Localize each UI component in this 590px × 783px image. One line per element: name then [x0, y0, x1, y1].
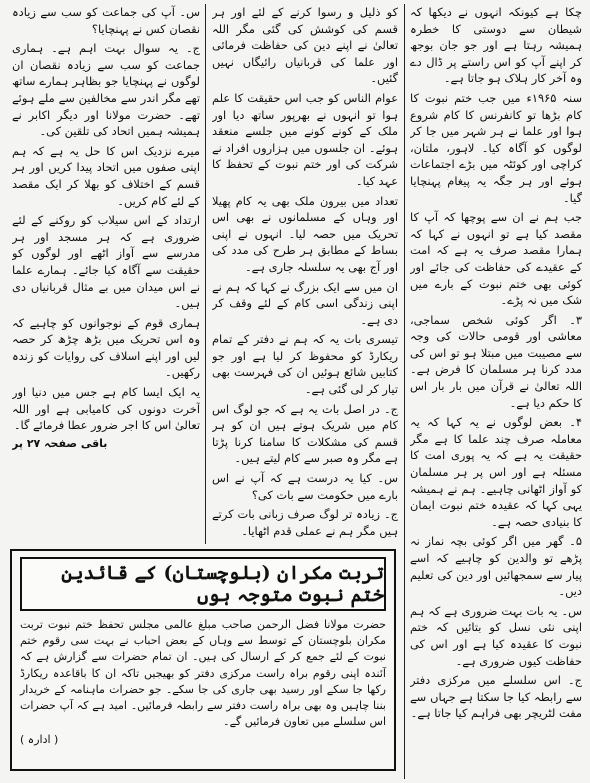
paragraph: ج۔ اس سلسلے میں مرکزی دفتر سے رابطہ کیا جا سکتا ہے جہاں سے مفت لٹریچر بھی فراہم کیا جاتا ہے۔ [410, 673, 582, 721]
paragraph: جب ہم نے ان سے پوچھا کہ آپ کا مقصد کیا ہے تو انہوں نے کہا کہ ہمارا مقصد صرف یہ ہے کہ امت کے عقیدے کی حفاظت کی جائے اور کوئی بھی ختم نبوت کے بارے میں شک میں نہ پڑے۔ [410, 210, 582, 308]
paragraph: س۔ آپ کی جماعت کو سب سے زیادہ نقصان کس نے پہنچایا؟ [12, 5, 200, 36]
notice-signature: ( ادارہ ) [20, 733, 59, 747]
paragraph: ۵۔ گھر میں اگر کوئی بچہ نماز نہ پڑھے تو والدین کو چاہیے کہ اسے پیار سے سمجھائیں اور دین کی تعلیم دیں۔ [410, 534, 582, 599]
paragraph: ج۔ در اصل بات یہ ہے کہ جو لوگ اس کام میں شریک ہوتے ہیں ان کو ہر قسم کی مشکلات کا سامنا کرنا پڑتا ہے مگر وہ صبر سے کام لیتے ہیں۔ [212, 401, 398, 466]
article-column-right [410, 4, 582, 774]
paragraph: کو ذلیل و رسوا کرنے کے لئے اور ہر قسم کی کوشش کی گئی مگر اللہ تعالیٰ نے اپنے دین کی حفاظت فرمائی اور علما کی قربانیاں رائیگاں نہیں گئیں۔ [212, 5, 398, 86]
paragraph: ۴۔ بعض لوگوں نے یہ کہا کہ یہ معاملہ صرف چند علما کا ہے مگر حقیقت یہ ہے کہ یہ پوری امت کا مسئلہ ہے اور اس پر ہر مسلمان کو آواز اٹھانی چاہیے۔ ہم نے ہمیشہ یہی کہا کہ عقیدہ ختم نبوت ایمان کا بنیادی حصہ ہے۔ [410, 415, 582, 529]
paragraph: س۔ کیا یہ درست ہے کہ آپ نے اس بارے میں حکومت سے بات کی؟ [212, 471, 398, 502]
notice-box [10, 549, 396, 771]
paragraph: تیسری بات یہ کہ ہم نے دفتر کے تمام ریکارڈ کو محفوظ کر لیا ہے اور جو کتابیں شائع ہوئیں ان کی فہرست بھی تیار کر لی گئی ہے۔ [212, 332, 398, 397]
paragraph: ہماری قوم کے نوجوانوں کو چاہیے کہ وہ اس تحریک میں بڑھ چڑھ کر حصہ لیں اور اپنے اسلاف کی روایات کو زندہ رکھیں۔ [12, 315, 200, 380]
paragraph: سنہ ۱۹۶۵ء میں جب ختم نبوت کا کام بڑھا تو کانفرنس کا کام شروع ہوا اور علما نے ہر شہر میں جا کر لوگوں کو آگاہ کیا۔ لاہور، ملتان، کراچی اور کوئٹہ میں بڑے اجتماعات ہوئے اور ہر جگہ یہ پیغام پہنچایا گیا۔ [410, 90, 582, 205]
continued-on-page: باقی صفحہ ۲۷ پر [12, 436, 108, 450]
paragraph: ج۔ یہ سوال بہت اہم ہے۔ ہماری جماعت کو سب سے زیادہ نقصان ان لوگوں نے پہنچایا جو بظاہر ہمارے ساتھ تھے مگر اندر سے مخالفین سے ملے ہوئے تھے۔ حضرت مولانا اور دیگر اکابر نے ہمیشہ ہمیں اتحاد کی تلقین کی۔ [12, 41, 200, 139]
column-divider [404, 4, 405, 779]
paragraph: ۳۔ اگر کوئی شخص سماجی، معاشی اور قومی حالات کی وجہ سے مصیبت میں مبتلا ہو تو اس کی مدد کرنا ہر مسلمان کا فرض ہے۔ اللہ تعالیٰ نے قرآن میں بار بار اس کا حکم دیا ہے۔ [410, 312, 582, 410]
notice-body: حضرت مولانا فضل الرحمن صاحب مبلغ عالمی مجلس تحفظ ختم نبوت تربت مکران بلوچستان کے توسط سے وہاں کے بعض احباب نے بہت سی رقوم ختم نبوت کے لئے جمع کر کے ارسال کی ہیں۔ ان تمام حضرات سے گزارش ہے کہ آئندہ اپنی رقوم براہ راست مرکزی دفتر کو بھیجیں تاکہ ان کا باقاعدہ ریکارڈ رکھا جا سکے اور رسید بھی جاری کی جا سکے۔ جو حضرات ماہنامہ کے خریدار بننا چاہیں وہ بھی براہ راست دفتر سے رابطہ فرمائیں۔ امید ہے کہ آپ حضرات اس سلسلے میں تعاون فرمائیں گے۔ [20, 618, 386, 729]
column-divider [205, 4, 206, 544]
paragraph: تعداد میں بیرون ملک بھی یہ کام پھیلا اور وہاں کے مسلمانوں نے بھی اس تحریک میں حصہ لیا۔ انہوں نے اپنی بساط کے مطابق ہر طرح کی مدد کی اور آج بھی یہ سلسلہ جاری ہے۔ [212, 193, 398, 274]
article-column-left [12, 4, 200, 539]
paragraph: ارتداد کے اس سیلاب کو روکنے کے لئے ضروری ہے کہ ہر مسجد اور ہر مدرسے سے آواز اٹھے اور لوگوں کو حقیقت سے آگاہ کیا جائے۔ ہمارے علما نے اس میدان میں بے مثال قربانیاں دی ہیں۔ [12, 213, 200, 311]
newspaper-page [6, 4, 584, 779]
notice-title: تربت مکران (بلوچستان) کے قائدین ختم نبوت متوجہ ہوں [20, 557, 386, 611]
paragraph: چکا ہے کیونکہ انہوں نے دیکھا کہ شیطان سے دوستی کا خطرہ ہمیشہ رہتا ہے اور جو جان بوجھ کر اپنے آپ کو اس راستے پر ڈال دے وہ آخر کار ہلاک ہو جاتا ہے۔ [410, 5, 582, 86]
paragraph: س۔ یہ بات بہت ضروری ہے کہ ہم اپنی نئی نسل کو بتائیں کہ ختم نبوت کا عقیدہ کیا ہے اور اس کی حفاظت کیوں ضروری ہے۔ [410, 603, 582, 668]
paragraph: ان میں سے ایک بزرگ نے کہا کہ ہم نے اپنی زندگی اسی کام کے لئے وقف کر دی ہے۔ [212, 279, 398, 327]
paragraph: یہ ایک ایسا کام ہے جس میں دنیا اور آخرت دونوں کی کامیابی ہے اور اللہ تعالیٰ اس کا اجر ضرور عطا فرمائے گا۔ [12, 385, 200, 433]
paragraph: میرے نزدیک اس کا حل یہ ہے کہ ہم اپنی صفوں میں اتحاد پیدا کریں اور ہر قسم کے اختلاف کو بھلا کر ایک مقصد کے لئے کام کریں۔ [12, 143, 200, 208]
paragraph: عوام الناس کو جب اس حقیقت کا علم ہوا تو انہوں نے بھرپور ساتھ دیا اور ملک کے کونے کونے میں جلسے منعقد ہوئے۔ ان جلسوں میں ہزاروں افراد نے شرکت کی اور ختم نبوت کے تحفظ کا عہد کیا۔ [212, 90, 398, 188]
paragraph: ج۔ زیادہ تر لوگ صرف زبانی بات کرتے ہیں مگر ہم نے عملی قدم اٹھایا۔ [212, 507, 398, 538]
article-column-middle [212, 4, 398, 539]
